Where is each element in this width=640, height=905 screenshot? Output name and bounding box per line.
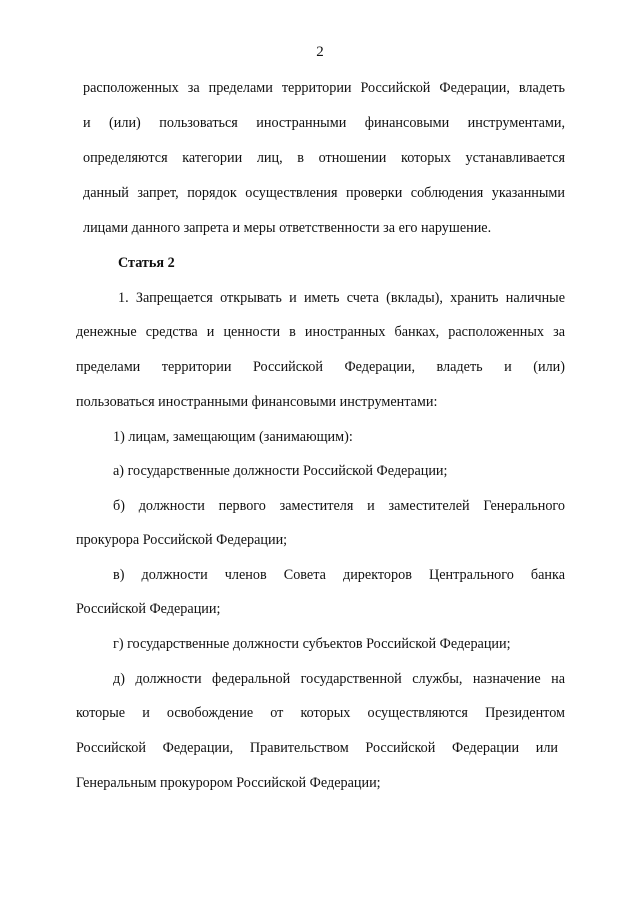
text-line: расположенных за пределами территории Российской Федерации, владеть — [83, 80, 565, 96]
text-line: Российской Федерации, Правительством Российской Федерации или — [76, 740, 558, 756]
text-line: лицами данного запрета и меры ответственности за его нарушение. — [83, 220, 492, 236]
article-heading: Статья 2 — [118, 255, 175, 271]
list-item: б) должности первого заместителя и заместителей Генерального — [113, 498, 565, 514]
text-line: 1. Запрещается открывать и иметь счета (вклады), хранить наличные — [118, 290, 565, 306]
text-line: прокурора Российской Федерации; — [76, 532, 288, 548]
text-line: Генеральным прокурором Российской Федерации; — [76, 775, 381, 791]
list-item: г) государственные должности субъектов Российской Федерации; — [113, 636, 511, 652]
list-item: а) государственные должности Российской Федерации; — [113, 463, 448, 479]
page-number: 2 — [316, 44, 324, 60]
text-line: и (или) пользоваться иностранными финансовыми инструментами, — [83, 115, 565, 131]
text-line: пределами территории Российской Федерации, владеть и (или) — [76, 359, 565, 375]
text-line: данный запрет, порядок осуществления проверки соблюдения указанными — [83, 185, 565, 201]
text-line: которые и освобождение от которых осуществляются Президентом — [76, 705, 565, 721]
text-line: определяются категории лиц, в отношении которых устанавливается — [83, 150, 565, 166]
list-item: 1) лицам, замещающим (занимающим): — [113, 429, 353, 445]
text-line: денежные средства и ценности в иностранных банках, расположенных за — [76, 324, 565, 340]
list-item: в) должности членов Совета директоров Центрального банка — [113, 567, 565, 583]
list-item: д) должности федеральной государственной службы, назначение на — [113, 671, 565, 687]
text-line: пользоваться иностранными финансовыми инструментами: — [76, 394, 438, 410]
text-line: Российской Федерации; — [76, 601, 221, 617]
